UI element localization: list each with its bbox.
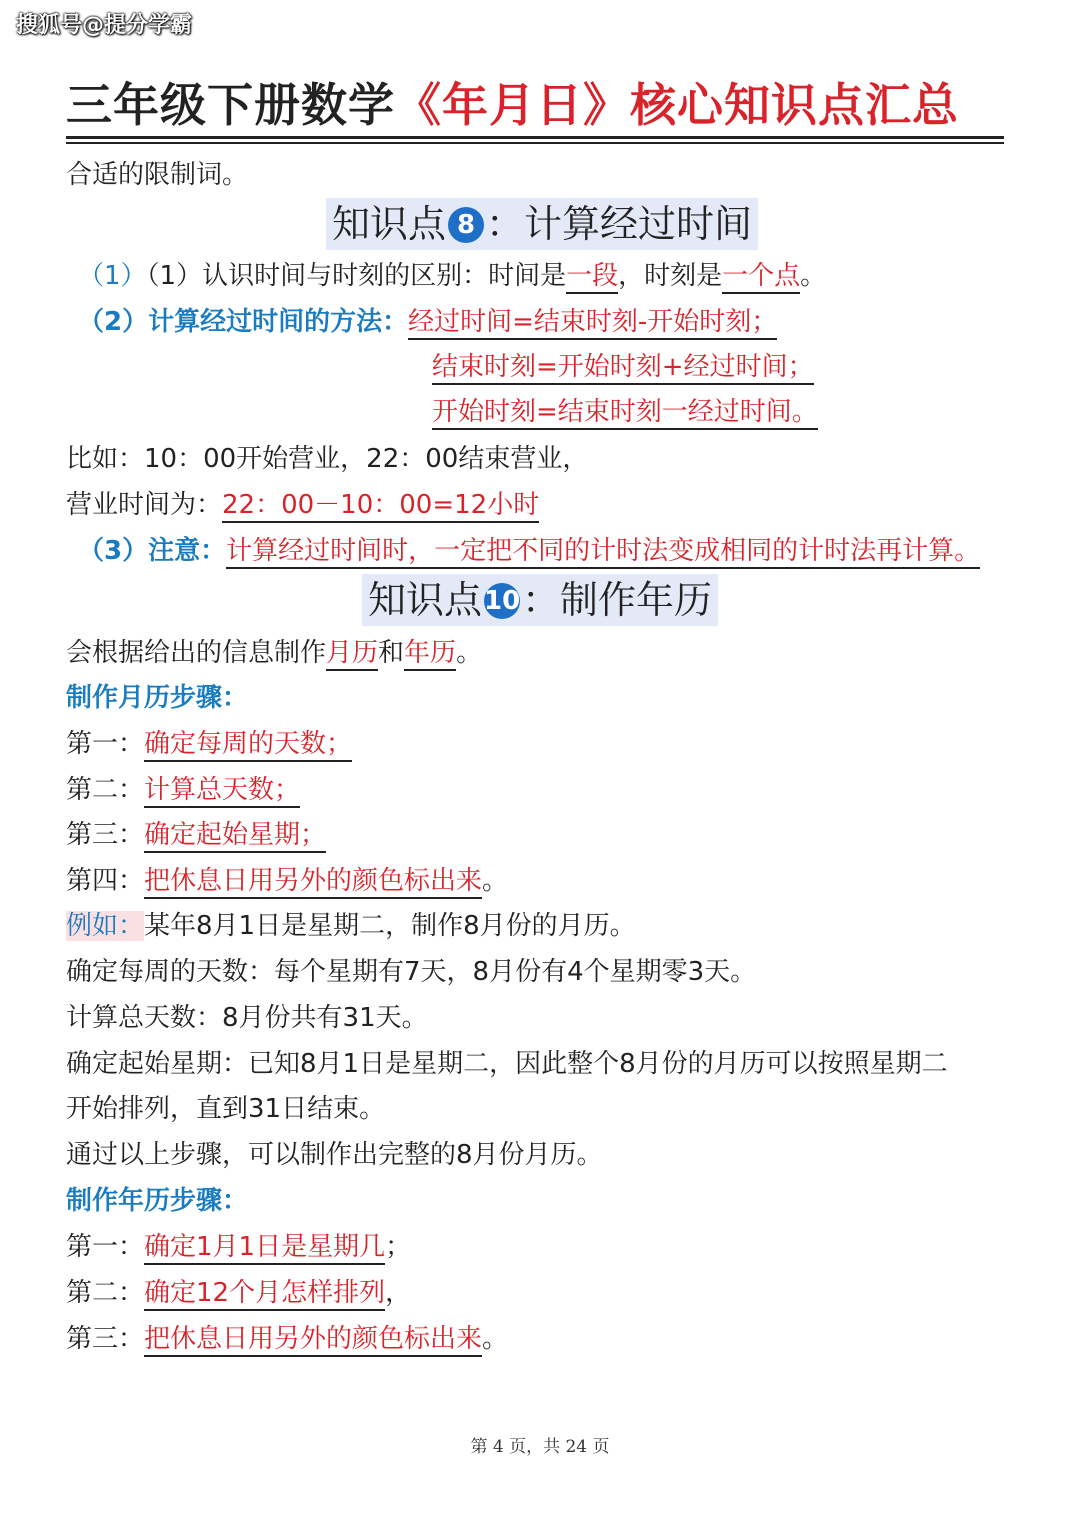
intro-mid: 和 <box>378 638 405 668</box>
detail-2: 计算总天数：8月份共有31天。 <box>66 1003 428 1033</box>
formula-2: 结束时刻=开始时刻+经过时间； <box>432 352 814 385</box>
step-tail: ， <box>385 1278 412 1308</box>
step-text: 确定12个月怎样排列 <box>144 1278 385 1311</box>
example-line2-value: 22：00－10：00=12小时 <box>222 490 539 523</box>
example-line1: 比如：10：00开始营业，22：00结束营业， <box>66 444 589 474</box>
watermark: 搜狐号@提分学霸 <box>16 13 193 38</box>
title-part3: 核心知识点汇总 <box>630 78 959 132</box>
heading-text: 知识点 <box>368 578 483 622</box>
title-rule-double <box>66 142 1004 144</box>
step-tail: ； <box>385 1232 412 1262</box>
example-label: 例如： <box>66 911 145 941</box>
step-label: 第三： <box>66 1324 145 1354</box>
title-part1: 三年级下册数学 <box>66 78 395 132</box>
section8-item3 <box>78 534 980 568</box>
month-steps-title: 制作月历步骤： <box>66 683 249 713</box>
title-part2: 《年月日》 <box>395 78 630 132</box>
step-label: 第三： <box>66 820 145 850</box>
step-label: 第四： <box>66 866 145 896</box>
month-step <box>66 773 300 807</box>
item1-post: 。 <box>800 261 827 291</box>
detail-4: 通过以上步骤，可以制作出完整的8月份月历。 <box>66 1140 603 1170</box>
example-text: 某年8月1日是星期二，制作8月份的月历。 <box>144 911 636 941</box>
example-line2 <box>66 488 539 522</box>
step-text: 把休息日用另外的颜色标出来 <box>144 1324 482 1357</box>
year-steps-title: 制作年历步骤： <box>66 1186 249 1216</box>
heading-text: ：计算经过时间 <box>486 202 753 246</box>
step-text: 确定每周的天数； <box>144 729 352 762</box>
year-step <box>66 1276 411 1310</box>
month-step <box>66 727 352 761</box>
item1-mid: ，时刻是 <box>618 261 723 291</box>
step-text: 确定起始星期； <box>144 820 326 853</box>
step-tail: 。 <box>482 866 509 896</box>
title-rule <box>66 136 1004 139</box>
intro-post: 。 <box>456 638 483 668</box>
number-badge: 10 <box>484 583 520 619</box>
intro-tail: 合适的限制词。 <box>66 160 249 190</box>
formula-3: 开始时刻=结束时刻一经过时间。 <box>432 397 818 430</box>
detail-3a: 确定起始星期：已知8月1日是星期二，因此整个8月份的月历可以按照星期二 <box>66 1049 948 1079</box>
step-label: 第二： <box>66 775 145 805</box>
number-badge: 8 <box>448 207 484 243</box>
month-step <box>66 818 326 852</box>
section10-heading <box>362 574 718 626</box>
section10-intro <box>66 636 482 670</box>
heading-text: 知识点 <box>332 202 447 246</box>
item1-answer-b: 一个点 <box>722 261 800 294</box>
section8-item2 <box>78 305 777 339</box>
month-step <box>66 864 508 898</box>
step-text: 确定1月1日是星期几 <box>144 1232 385 1265</box>
page-footer: 第 4 页，共 24 页 <box>470 1437 610 1457</box>
detail-1: 确定每周的天数：每个星期有7天，8月份有4个星期零3天。 <box>66 957 757 987</box>
item3-label: （3）注意： <box>78 536 227 566</box>
step-text: 把休息日用另外的颜色标出来 <box>144 866 482 899</box>
detail-3b: 开始排列，直到31日结束。 <box>66 1094 386 1124</box>
example-line2-label: 营业时间为： <box>66 490 223 520</box>
step-tail: 。 <box>482 1324 509 1354</box>
section8-formula3-row <box>432 395 818 429</box>
formula-1: 经过时间=结束时刻-开始时刻； <box>408 307 777 340</box>
item1-text: （1）认识时间与时刻的区别：时间是 <box>146 261 567 291</box>
step-label: 第二： <box>66 1278 145 1308</box>
year-step <box>66 1322 508 1356</box>
section8-item1 <box>78 259 826 293</box>
step-text: 计算总天数； <box>144 775 300 808</box>
item2-label: （2）计算经过时间的方法： <box>78 307 409 337</box>
step-label: 第一： <box>66 729 145 759</box>
year-step <box>66 1230 411 1264</box>
intro-answer-a: 月历 <box>326 638 378 671</box>
item-number: （1） <box>78 261 147 291</box>
item3-text: 计算经过时间时，一定把不同的计时法变成相同的计时法再计算。 <box>226 536 980 569</box>
page-title <box>66 76 1004 144</box>
example-row <box>66 909 636 943</box>
section8-formula2-row <box>432 350 814 384</box>
step-label: 第一： <box>66 1232 145 1262</box>
item1-answer-a: 一段 <box>566 261 618 294</box>
section8-heading <box>326 198 758 250</box>
intro-text: 会根据给出的信息制作 <box>66 638 327 668</box>
intro-answer-b: 年历 <box>404 638 456 671</box>
heading-text: ：制作年历 <box>522 578 713 622</box>
